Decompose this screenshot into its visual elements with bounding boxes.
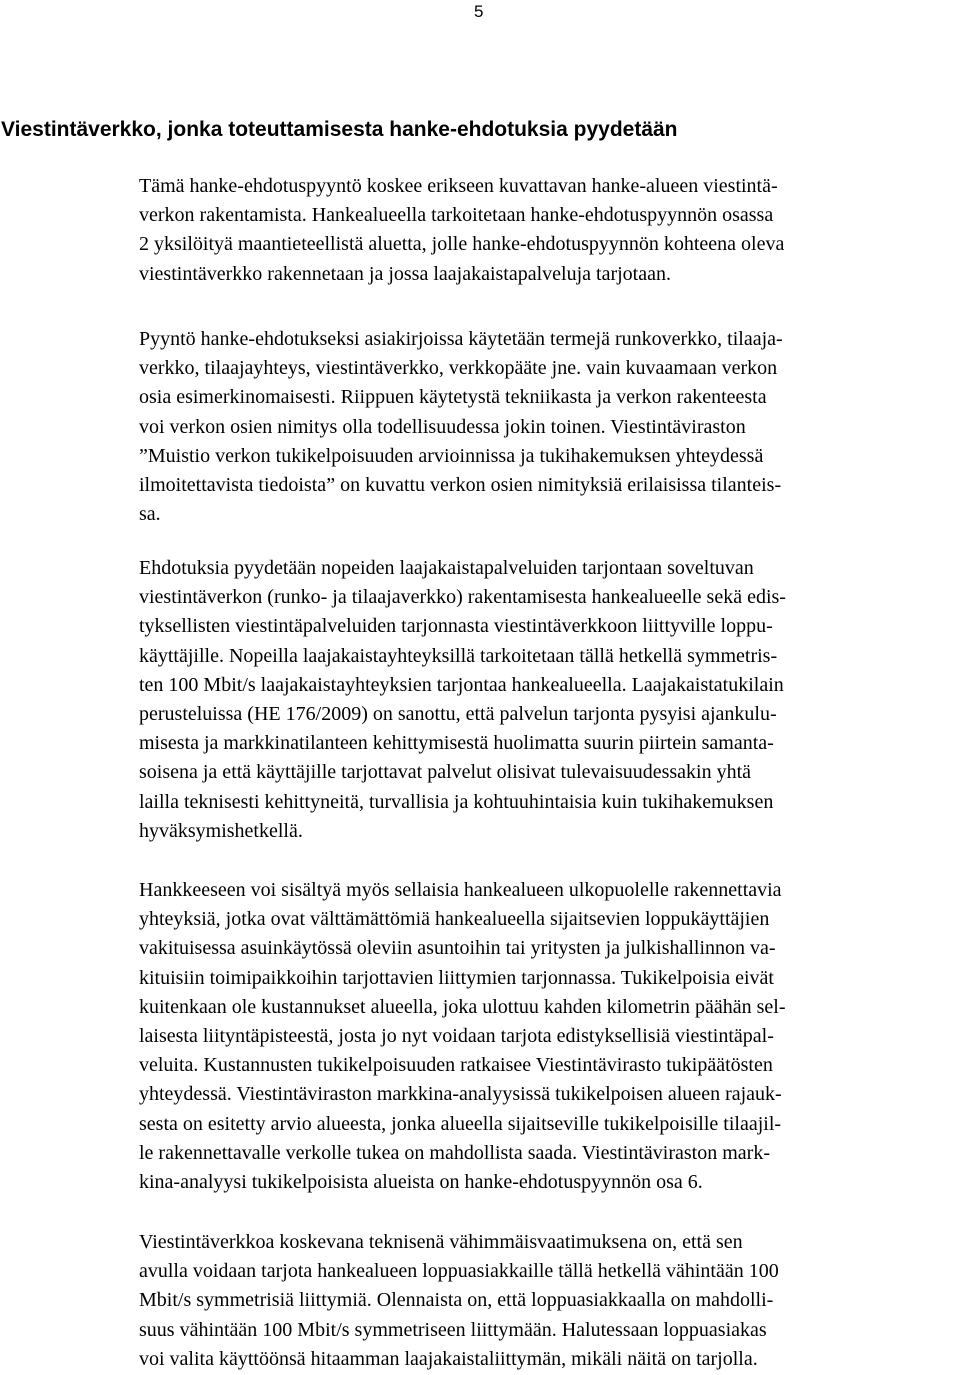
paragraph-line: ten 100 Mbit/s laajakaistayhteyksien tarjontaa hankealueella. Laajakaistatukilain bbox=[139, 673, 784, 696]
section-heading: Viestintäverkko, jonka toteuttamisesta hanke-ehdotuksia pyydetään bbox=[1, 118, 678, 141]
paragraph-2 bbox=[139, 325, 959, 529]
paragraph-line: Viestintäverkkoa koskevana teknisenä vähimmäisvaatimuksena on, että sen bbox=[139, 1231, 743, 1253]
paragraph-line: osia esimerkinomaisesti. Riippuen käytetystä tekniikasta ja verkon rakenteesta bbox=[139, 386, 767, 409]
paragraph-line: kituisiin toimipaikkoihin tarjottavien liittymien tarjonnassa. Tukikelpoisia eivät bbox=[139, 966, 774, 989]
paragraph-line: sa. bbox=[139, 503, 161, 526]
paragraph-line: viestintäverkon (runko- ja tilaajaverkko) rakentamisesta hankealueelle sekä edis- bbox=[139, 586, 786, 609]
paragraph-5 bbox=[139, 1228, 959, 1374]
paragraph-line: kuitenkaan ole kustannukset alueella, joka ulottuu kahden kilometrin päähän sel- bbox=[139, 995, 786, 1018]
paragraph-line: voi valita käyttöönsä hitaamman laajakaistaliittymän, mikäli näitä on tarjolla. bbox=[139, 1347, 758, 1370]
paragraph-line: avulla voidaan tarjota hankealueen loppuasiakkaille tällä hetkellä vähintään 100 bbox=[139, 1260, 779, 1283]
paragraph-line: laisesta liityntäpisteestä, josta jo nyt voidaan tarjota edistyksellisiä viestintäpal- bbox=[139, 1025, 774, 1048]
paragraph-line: misesta ja markkinatilanteen kehittymisestä huolimatta suurin piirtein samanta- bbox=[139, 732, 774, 755]
paragraph-line: voi verkon osien nimitys olla todellisuudessa jokin toinen. Viestintäviraston bbox=[139, 415, 746, 438]
paragraph-4 bbox=[139, 876, 959, 1197]
paragraph-line: yhteydessä. Viestintäviraston markkina-analyysissä tukikelpoisen alueen rajauk- bbox=[139, 1083, 782, 1106]
page-number: 5 bbox=[474, 2, 484, 21]
paragraph-line: ”Muistio verkon tukikelpoisuuden arvioinnissa ja tukihakemuksen yhteydessä bbox=[139, 444, 764, 467]
paragraph-line: kina-analyysi tukikelpoisista alueista on hanke-ehdotuspyynnön osa 6. bbox=[139, 1171, 703, 1194]
paragraph-line: suus vähintään 100 Mbit/s symmetriseen liittymään. Halutessaan loppuasiakas bbox=[139, 1318, 767, 1341]
paragraph-3 bbox=[139, 554, 959, 846]
paragraph-line: lailla teknisesti kehittyneitä, turvallisia ja kohtuuhintaisia kuin tukihakemuksen bbox=[139, 790, 774, 813]
paragraph-line: veluita. Kustannusten tukikelpoisuuden ratkaisee Viestintävirasto tukipäätösten bbox=[139, 1054, 773, 1077]
paragraph-1 bbox=[139, 172, 959, 289]
paragraph-line: perusteluissa (HE 176/2009) on sanottu, että palvelun tarjonta pysyisi ajankulu- bbox=[139, 703, 777, 726]
paragraph-line: ilmoitettavista tiedoista” on kuvattu verkon osien nimityksiä erilaisissa tilanteis- bbox=[139, 474, 782, 497]
paragraph-line: 2 yksilöityä maantieteellistä aluetta, jolle hanke-ehdotuspyynnön kohteena oleva bbox=[139, 233, 785, 256]
paragraph-line: tyksellisten viestintäpalveluiden tarjonnasta viestintäverkkoon liittyville loppu- bbox=[139, 615, 773, 638]
paragraph-line: soisena ja että käyttäjille tarjottavat palvelut olisivat tulevaisuudessakin yhtä bbox=[139, 761, 752, 784]
paragraph-line: Hankkeeseen voi sisältyä myös sellaisia hankealueen ulkopuolelle rakennettavia bbox=[139, 879, 782, 901]
paragraph-line: Ehdotuksia pyydetään nopeiden laajakaistapalveluiden tarjontaan soveltuvan bbox=[139, 557, 754, 579]
paragraph-line: le rakennettavalle verkolle tukea on mahdollista saada. Viestintäviraston mark- bbox=[139, 1141, 770, 1164]
paragraph-line: käyttäjille. Nopeilla laajakaistayhteyksillä tarkoitetaan tällä hetkellä symmetris- bbox=[139, 644, 778, 667]
paragraph-line: viestintäverkko rakennetaan ja jossa laajakaistapalveluja tarjotaan. bbox=[139, 262, 671, 285]
paragraph-line: sesta on esitetty arvio alueesta, jonka alueella sijaitseville tukikelpoisille tilaajil- bbox=[139, 1112, 782, 1135]
paragraph-line: Tämä hanke-ehdotuspyyntö koskee erikseen kuvattavan hanke-alueen viestintä- bbox=[139, 175, 778, 197]
paragraph-line: hyväksymishetkellä. bbox=[139, 819, 303, 842]
paragraph-line: vakituisessa asuinkäytössä oleviin asuntoihin tai yritysten ja julkishallinnon va- bbox=[139, 937, 776, 960]
paragraph-line: yhteyksiä, jotka ovat välttämättömiä hankealueella sijaitsevien loppukäyttäjien bbox=[139, 908, 770, 931]
paragraph-line: verkko, tilaajayhteys, viestintäverkko, verkkopääte jne. vain kuvaamaan verkon bbox=[139, 357, 778, 380]
paragraph-line: Pyyntö hanke-ehdotukseksi asiakirjoissa käytetään termejä runkoverkko, tilaaja- bbox=[139, 328, 783, 350]
paragraph-line: verkon rakentamista. Hankealueella tarkoitetaan hanke-ehdotuspyynnön osassa bbox=[139, 204, 774, 227]
paragraph-line: Mbit/s symmetrisiä liittymiä. Olennaista on, että loppuasiakkaalla on mahdolli- bbox=[139, 1289, 774, 1312]
